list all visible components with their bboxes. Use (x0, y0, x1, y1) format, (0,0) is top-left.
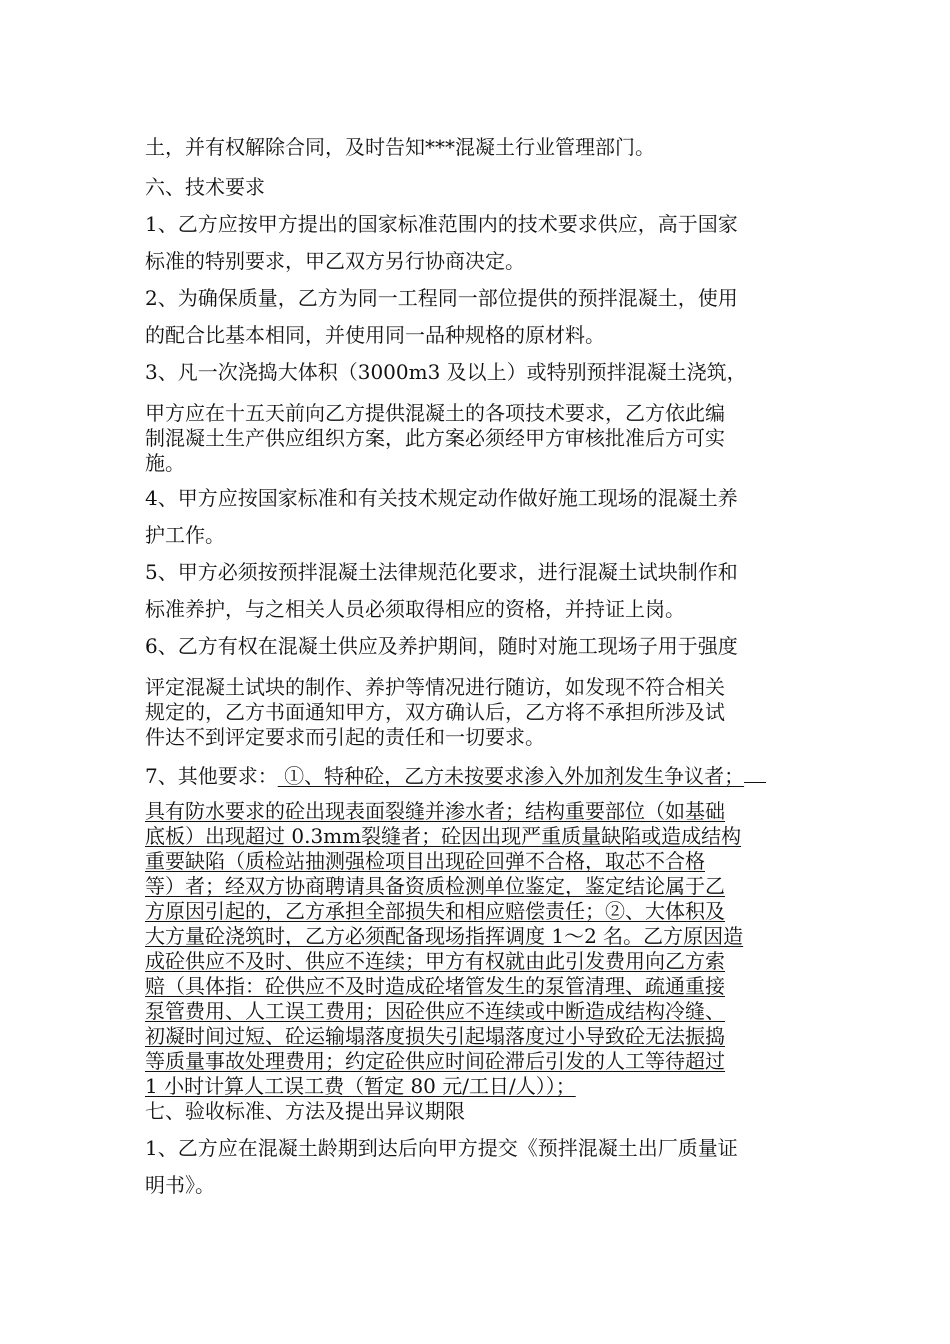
text-line: 评定混凝土试块的制作、养护等情况进行随访，如发现不符合相关 (145, 675, 725, 699)
text-line: 规定的，乙方书面通知甲方，双方确认后，乙方将不承担所涉及试 (145, 700, 725, 724)
text-line: 护工作。 (145, 523, 225, 547)
section-heading-6: 六、技术要求 (145, 175, 265, 199)
text-line: 2、为确保质量，乙方为同一工程同一部位提供的预拌混凝土，使用 (145, 286, 738, 310)
item-7-text-line: 等）者；经双方协商聘请具备资质检测单位鉴定，鉴定结论属于乙 (145, 874, 725, 898)
item-7-text-line: 大方量砼浇筑时，乙方必须配备现场指挥调度 1～2 名。乙方原因造 (145, 924, 744, 948)
text-line: 甲方应在十五天前向乙方提供混凝土的各项技术要求，乙方依此编 (145, 401, 725, 425)
text-line: 明书》。 (145, 1173, 215, 1197)
text-line: 1、乙方应按甲方提出的国家标准范围内的技术要求供应，高于国家 (145, 212, 738, 236)
text-line: 1、乙方应在混凝土龄期到达后向甲方提交《预拌混凝土出厂质量证 (145, 1136, 738, 1160)
item-7-label: 7、其他要求： (145, 764, 278, 788)
item-7-text-line: 重要缺陷（质检站抽测强检项目出现砼回弹不合格，取芯不合格 (145, 849, 705, 873)
item-7-line (145, 762, 766, 789)
section-heading-7: 七、验收标准、方法及提出异议期限 (145, 1099, 465, 1123)
text-line: 土，并有权解除合同，及时告知***混凝土行业管理部门。 (145, 135, 655, 159)
text-line: 的配合比基本相同，并使用同一品种规格的原材料。 (145, 323, 605, 347)
item-7-text-line: 1 小时计算人工误工费（暂定 80 元/工日/人））； (145, 1074, 576, 1098)
text-line: 4、甲方应按国家标准和有关技术规定动作做好施工现场的混凝土养 (145, 486, 738, 510)
text-line: 6、乙方有权在混凝土供应及养护期间，随时对施工现场子用于强度 (145, 634, 738, 658)
item-7-text-line: 具有防水要求的砼出现表面裂缝并渗水者；结构重要部位（如基础 (145, 799, 725, 823)
item-7-text-line: 赔（具体指：砼供应不及时造成砼堵管发生的泵管清理、疏通重接 (145, 974, 725, 998)
item-7-text-line: 等质量事故处理费用；约定砼供应时间砼滞后引发的人工等待超过 (145, 1049, 725, 1073)
item-7-text-line: 成砼供应不及时、供应不连续；甲方有权就由此引发费用向乙方索 (145, 949, 725, 973)
item-7-text-line: 初凝时间过短、砼运输塌落度损失引起塌落度过小导致砼无法振捣 (145, 1024, 725, 1048)
text-line: 标准养护，与之相关人员必须取得相应的资格，并持证上岗。 (145, 597, 685, 621)
item-7-text-line: 方原因引起的，乙方承担全部损失和相应赔偿责任；②、大体积及 (145, 899, 725, 923)
text-line: 制混凝土生产供应组织方案，此方案必须经甲方审核批准后方可实 (145, 426, 725, 450)
item-7-text-line: 底板）出现超过 0.3mm裂缝者；砼因出现严重质量缺陷或造成结构 (145, 824, 742, 848)
text-line: 5、甲方必须按预拌混凝土法律规范化要求，进行混凝土试块制作和 (145, 560, 738, 584)
item-7-first-clause: ①、特种砼，乙方未按要求渗入外加剂发生争议者； (277, 764, 745, 788)
item-7-text-line: 泵管费用、人工误工费用；因砼供应不连续或中断造成结构冷缝、 (145, 999, 725, 1023)
text-line: 3、凡一次浇捣大体积（3000m3 及以上）或特别预拌混凝土浇筑， (145, 360, 747, 384)
underline-trail (744, 762, 766, 783)
text-line: 标准的特别要求，甲乙双方另行协商决定。 (145, 249, 525, 273)
text-line: 施。 (145, 451, 185, 475)
text-line: 件达不到评定要求而引起的责任和一切要求。 (145, 725, 545, 749)
